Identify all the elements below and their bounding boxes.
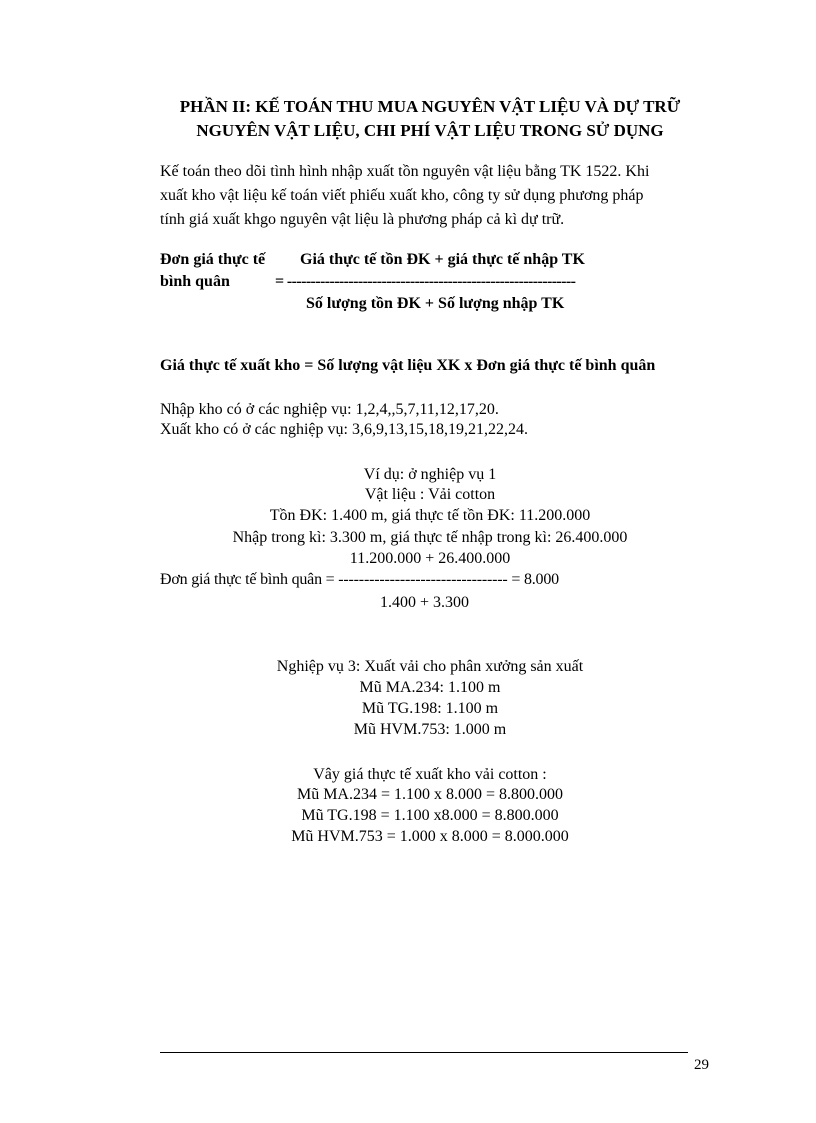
page-title-line-1: PHẦN II: KẾ TOÁN THU MUA NGUYÊN VẬT LIỆU VÀ DỰ TRỮ	[179, 97, 681, 116]
example1-import: Nhập trong kì: 3.300 m, giá thực tế nhập trong kì: 26.400.000	[232, 529, 628, 546]
result-heading: Vây giá thực tế xuất kho vải cotton :	[313, 766, 547, 783]
formula2: Giá thực tế xuất kho = Số lượng vật liệu XK x Đơn giá thực tế bình quân	[160, 357, 656, 374]
example1-opening: Tồn ĐK: 1.400 m, giá thực tế tồn ĐK: 11.200.000	[269, 507, 591, 524]
intro-line-1: Kế toán theo dõi tình hình nhập xuất tồn nguyên vật liệu bằng TK 1522. Khi	[160, 163, 650, 180]
formula1-equals-line: = -------------------------------------------------------------	[275, 273, 576, 290]
example1-material: Vật liệu : Vải cotton	[364, 486, 496, 503]
formula1-denominator: Số lượng tồn ĐK + Số lượng nhập TK	[306, 295, 565, 312]
intro-line-2: xuất kho vật liệu kế toán viết phiếu xuất kho, công ty sử dụng phương pháp	[160, 187, 644, 204]
intro-line-3: tính giá xuất khgo nguyên vật liệu là phương pháp cả kì dự trữ.	[160, 211, 565, 228]
result-line: Mũ MA.234 = 1.100 x 8.000 = 8.800.000	[296, 786, 564, 803]
example2-item: Mũ HVM.753: 1.000 m	[353, 721, 507, 738]
import-operations: Nhập kho có ở các nghiệp vụ: 1,2,4,,5,7,11,12,17,20.	[160, 401, 499, 418]
formula1-label-line-2: bình quân	[160, 273, 230, 290]
example2-heading: Nghiệp vụ 3: Xuất vải cho phân xưởng sản xuất	[276, 658, 584, 675]
example1-denominator: 1.400 + 3.300	[380, 594, 470, 611]
export-operations: Xuất kho có ở các nghiệp vụ: 3,6,9,13,15,18,19,21,22,24.	[160, 421, 528, 438]
formula1-label-line-1: Đơn giá thực tế	[160, 251, 266, 268]
result-line: Mũ HVM.753 = 1.000 x 8.000 = 8.000.000	[291, 828, 569, 845]
example1-numerator: 11.200.000 + 26.400.000	[349, 550, 511, 567]
formula1-numerator: Giá thực tế tồn ĐK + giá thực tế nhập TK	[300, 251, 585, 268]
example1-unit-price: Đơn giá thực tế bình quân = --------------------------------- = 8.000	[160, 571, 559, 588]
example2-item: Mũ MA.234: 1.100 m	[359, 679, 501, 696]
page-title-line-2: NGUYÊN VẬT LIỆU, CHI PHÍ VẬT LIỆU TRONG SỬ DỤNG	[196, 121, 664, 140]
example1-heading: Ví dụ: ở nghiệp vụ 1	[363, 466, 497, 483]
footer-divider	[160, 1052, 688, 1053]
result-line: Mũ TG.198 = 1.100 x8.000 = 8.800.000	[301, 807, 559, 824]
example2-item: Mũ TG.198: 1.100 m	[361, 700, 499, 717]
page-number: 29	[694, 1057, 709, 1073]
